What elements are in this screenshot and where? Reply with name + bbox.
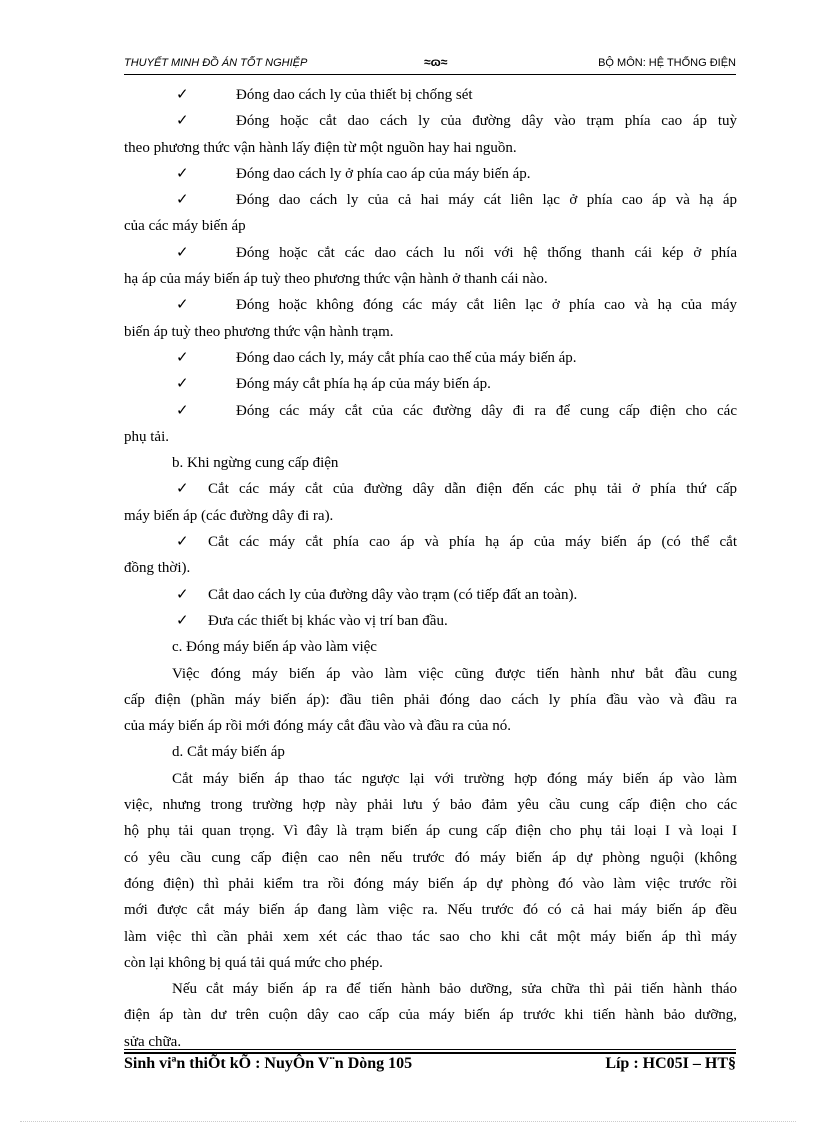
text-line — [124, 450, 737, 476]
line-text: Đưa các thiết bị khác vào vị trí ban đầu. — [208, 612, 448, 629]
line-text: còn lại không bị quá tải quá mức cho phép. — [124, 954, 383, 971]
line-text: Việc đóng máy biến áp vào làm việc cũng được tiến hành như bắt đầu cung — [172, 665, 737, 682]
text-line — [124, 608, 737, 634]
text-line — [124, 424, 737, 450]
text-line — [124, 739, 737, 765]
line-text: theo phương thức vận hành lấy điện từ một nguồn hay hai nguồn. — [124, 139, 517, 156]
checkmark-icon: ✓ — [176, 612, 189, 629]
checkmark-icon: ✓ — [176, 349, 189, 366]
line-text: cấp điện (phần máy biến áp): đầu tiên phải đóng dao cách ly phía đầu vào và đầu ra — [124, 691, 737, 708]
text-line — [124, 345, 737, 371]
footer-author: Sinh viªn thiÕt kÕ : NuyÔn V¨n Dòng 105 — [124, 1055, 413, 1072]
text-line — [124, 818, 737, 844]
page-bottom-border — [20, 1121, 796, 1122]
line-text: Nếu cắt máy biến áp ra để tiến hành bảo dưỡng, sửa chữa thì pải tiến hành tháo — [172, 981, 737, 998]
line-text: Cắt máy biến áp thao tác ngược lại với trường hợp đóng máy biến áp vào làm — [172, 770, 737, 787]
text-line — [124, 924, 737, 950]
text-line — [124, 135, 737, 161]
text-line — [124, 213, 737, 239]
header-left-title: THUYẾT MINH ĐỒ ÁN TỐT NGHIỆP — [124, 57, 308, 69]
text-line — [124, 661, 737, 687]
text-line — [124, 240, 737, 266]
header-ornament: ≈ɷ≈ — [424, 55, 448, 69]
line-text: có yêu cầu cung cấp điện cao nên nếu trước đó máy biến áp dự phòng nguội (không — [124, 849, 737, 866]
line-text: của các máy biến áp — [124, 218, 246, 235]
checkmark-icon: ✓ — [176, 113, 189, 130]
line-text: Đóng dao cách ly của cả hai máy cát liên lạc ở phía cao áp và hạ áp — [236, 192, 737, 209]
line-text: Đóng máy cắt phía hạ áp của máy biến áp. — [236, 376, 491, 393]
text-line — [124, 371, 737, 397]
line-text: b. Khi ngừng cung cấp điện — [172, 455, 339, 472]
text-line — [124, 687, 737, 713]
line-text: đóng điện) thì phải kiểm tra rồi đóng máy biến áp dự phòng đó vào làm việc trước rồi — [124, 875, 737, 892]
line-text: d. Cắt máy biến áp — [172, 744, 285, 761]
line-text: sửa chữa. — [124, 1033, 182, 1050]
line-text: Cắt các máy cắt của đường dây dẫn điện đến các phụ tải ở phía thứ cấp — [208, 481, 737, 498]
checkmark-icon: ✓ — [176, 165, 189, 182]
line-text: mới được cắt máy biến áp đang làm việc ra. Nếu trước đó có cả hai máy biến áp đều — [124, 902, 737, 919]
line-text: hộ phụ tải quan trọng. Vì đây là trạm biến áp cung cấp điện cho phụ tải loại I và loại I — [124, 823, 737, 840]
line-text: Đóng hoặc không đóng các máy cắt liên lạc ở phía cao và hạ của máy — [236, 297, 737, 314]
text-line — [124, 476, 737, 502]
line-text: Đóng các máy cắt của các đường dây đi ra để cung cấp điện cho các — [236, 402, 737, 419]
header-rule — [124, 74, 736, 75]
footer-rule-thick — [124, 1052, 736, 1054]
line-text: Cắt các máy cắt phía cao áp và phía hạ áp của máy biến áp (có thể cắt — [208, 534, 737, 551]
text-line — [124, 266, 737, 292]
text-line — [124, 897, 737, 923]
checkmark-icon: ✓ — [176, 376, 189, 393]
text-line — [124, 555, 737, 581]
text-line — [124, 187, 737, 213]
text-line — [124, 398, 737, 424]
line-text: đồng thời). — [124, 560, 191, 577]
text-line — [124, 766, 737, 792]
page-header — [124, 55, 736, 73]
line-text: điện áp tàn dư trên cuộn dây cao cấp của máy biến áp trước khi tiến hành bảo dưỡng, — [124, 1007, 737, 1024]
line-text: biến áp tuỳ theo phương thức vận hành trạm. — [124, 323, 394, 340]
line-text: phụ tải. — [124, 428, 169, 445]
line-text: làm việc thì cần phải xem xét các thao tác sao cho khi cắt một máy biến áp thì máy — [124, 928, 737, 945]
text-line — [124, 845, 737, 871]
checkmark-icon: ✓ — [176, 244, 189, 261]
checkmark-icon: ✓ — [176, 87, 189, 103]
text-line — [124, 319, 737, 345]
text-line — [124, 82, 737, 108]
text-line — [124, 792, 737, 818]
line-text: Đóng dao cách ly ở phía cao áp của máy biến áp. — [236, 165, 531, 182]
line-text: Đóng hoặc cắt dao cách ly của đường dây vào trạm phía cao áp tuỳ — [236, 113, 737, 130]
checkmark-icon: ✓ — [176, 192, 189, 209]
line-text: của máy biến áp rồi mới đóng máy cắt đầu vào và đầu ra của nó. — [124, 718, 511, 735]
page-footer — [124, 1055, 736, 1077]
line-text: máy biến áp (các đường dây đi ra). — [124, 507, 334, 524]
line-text: Cắt dao cách ly của đường dây vào trạm (có tiếp đất an toàn). — [208, 586, 578, 603]
footer-class: Líp : HC05I – HT§ — [605, 1055, 736, 1072]
text-line — [124, 713, 737, 739]
header-department: BỘ MÔN: HỆ THỐNG ĐIỆN — [598, 57, 736, 69]
document-body — [124, 82, 737, 1055]
text-line — [124, 950, 737, 976]
footer-rule-thin — [124, 1049, 736, 1050]
checkmark-icon: ✓ — [176, 297, 189, 314]
line-text: việc, nhưng trong trường hợp này phải lưu ý bảo đảm yêu cầu cung cấp điện cho các — [124, 797, 737, 814]
text-line — [124, 634, 737, 660]
line-text: Đóng dao cách ly của thiết bị chống sét — [236, 87, 473, 103]
checkmark-icon: ✓ — [176, 402, 189, 419]
text-line — [124, 108, 737, 134]
text-line — [124, 582, 737, 608]
text-line — [124, 529, 737, 555]
text-line — [124, 871, 737, 897]
line-text: Đóng dao cách ly, máy cắt phía cao thế của máy biến áp. — [236, 349, 577, 366]
text-line — [124, 503, 737, 529]
text-line — [124, 292, 737, 318]
text-line — [124, 1002, 737, 1028]
checkmark-icon: ✓ — [176, 534, 189, 551]
line-text: Đóng hoặc cắt các dao cách lu nối với hệ thống thanh cái kép ở phía — [236, 244, 737, 261]
text-line — [124, 161, 737, 187]
checkmark-icon: ✓ — [176, 586, 189, 603]
line-text: hạ áp của máy biến áp tuỳ theo phương thức vận hành ở thanh cái nào. — [124, 271, 548, 288]
text-line — [124, 976, 737, 1002]
checkmark-icon: ✓ — [176, 481, 189, 498]
line-text: c. Đóng máy biến áp vào làm việc — [172, 639, 377, 656]
